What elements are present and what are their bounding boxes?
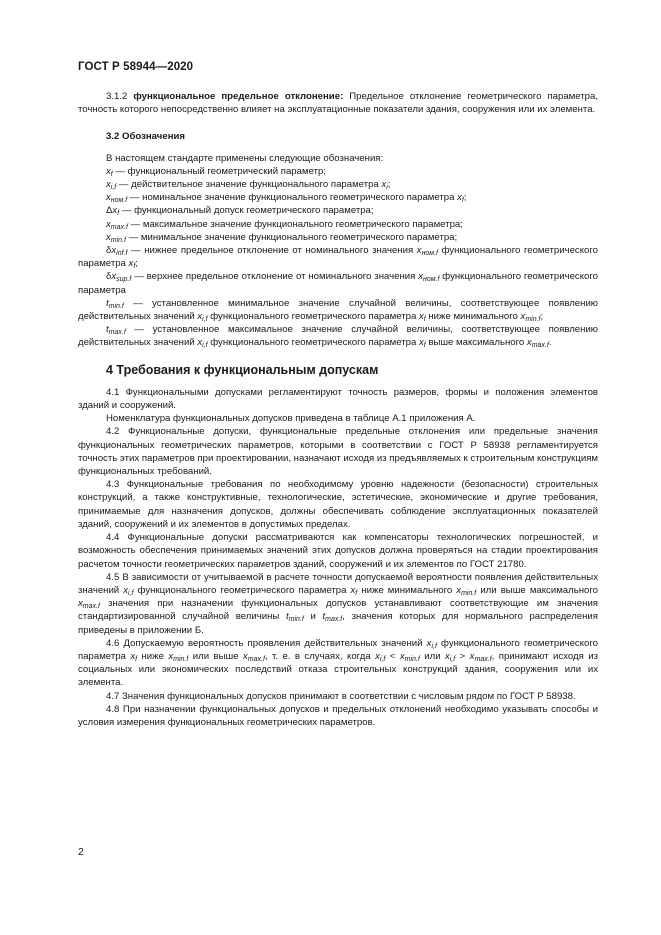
symbol-def: $x_{i,f}$ — действительное значение функционального параметра $x_i$; (106, 179, 391, 192)
clause-4-3: 4.3 Функциональные требования по необходимому уровню надежности (безопасности) строительных конструкций, а также конструктивные, технологические, эстетические, экономические и другие требования, принимаемые для назначения допусков, должны обеспечивать соблюдение эксплуатационных показателей зданий, сооружений и их элементов в допустимых пределах. (78, 479, 598, 530)
symbol-def: $x_{min.f}$ — минимальное значение функционального геометрического параметра; (106, 231, 458, 244)
clause-4-1: 4.1 Функциональными допусками регламентируют точность размеров, формы и положения элементов зданий и сооружений. (78, 386, 598, 412)
clause-4-7: 4.7 Значения функциональных допусков принимают в соответствии с числовым рядом по ГОСТ Р 58938. (106, 690, 576, 702)
document-body (78, 90, 598, 729)
clause-4-6: 4.6 Допускаемую вероятность проявления действительных значений $x_{i,f}$ функционального геометрического параметра $x_f$ ниже $x_{min.f}$ или выше $x_{max.f}$, т. е. в случаях, когда $x_{i,f} < x_{min.f}$ или $x_{i,f} > x_{max.f}$, принимают исходя из социальных или экономических последствий отказа строительных конструкций здания, сооружения или их элемента. (78, 637, 599, 689)
symbol-def: $\delta x_{sup.f}$ — верхнее предельное отклонение от номинального значения $x_{ном.f}$ функционального геометрического параметра (78, 271, 598, 296)
symbol-def: $x_f$ — функциональный геометрический параметр; (106, 165, 326, 178)
clause-4-8: 4.8 При назначении функциональных допусков и предельных отклонений необходимо указывать способы и условия измерения функциональных геометрических параметров. (78, 703, 598, 728)
symbol-def: $\Delta x_f$ — функциональный допуск геометрического параметра; (106, 205, 374, 218)
clause-number: 3.1.2 (106, 91, 128, 102)
symbol-def: $t_{max.f}$ — установленное максимальное значение случайной величины, соответствующее появлению действительных значений $x_{i,f}$ функционального геометрического параметра $x_f$ выше максимального $x_{max.f}$. (78, 324, 598, 350)
page-number: 2 (78, 846, 84, 858)
term-definition: Предельное отклонение геометрического параметра, точность которого непосредственно влияет на эксплуатационные показатели здания, сооружения или их элемента. (78, 91, 599, 116)
term-heading: функциональное предельное отклонение: (133, 91, 344, 102)
clause-4-1-note: Номенклатура функциональных допусков приведена в таблице А.1 приложения А. (106, 413, 476, 425)
section-4-title: 4 Требования к функциональным допускам (106, 362, 379, 377)
clause-4-2: 4.2 Функциональные допуски, функциональные предельные отклонения или предельные значения функциональных геометрических параметров, которыми в соответствии с ГОСТ Р 58938 регламентируется точность этих параметров при проектировании, назначают исходя из предъявляемых к строительным конструкциям функциональных требований. (78, 426, 598, 478)
section-3-2-title: 3.2 Обозначения (106, 131, 185, 143)
clause-4-5: 4.5 В зависимости от учитываемой в расчете точности допускаемой вероятности появления действительных значений $x_{i,f}$ функционального геометрического параметра $x_f$ ниже минимального $x_{min.f}$ или выше максимального $x_{max.f}$ значения при назначении функциональных допусков устанавливают соответствующие им значения стандартизированной случайной величины $t_{min.f}$ и $t_{max.f}$, значения которых для нормального распределения приведены в приложении Б. (78, 571, 598, 636)
symbol-def: $x_{ном.f}$ — номинальное значение функционального геометрического параметра $x_f$; (106, 192, 467, 205)
symbols-intro: В настоящем стандарте применены следующие обозначения: (106, 152, 384, 164)
symbol-def: $x_{max.f}$ — максимальное значение функционального геометрического параметра; (106, 218, 463, 231)
document-header: ГОСТ Р 58944—2020 (78, 61, 194, 73)
clause-3-1-2 (78, 90, 598, 116)
symbol-def: $t_{min.f}$ — установленное минимальное значение случайной величины, соответствующее появлению действительных значений $x_{i,f}$ функционального геометрического параметра $x_f$ ниже минимального $x_{min.f}$; (78, 297, 598, 324)
symbol-def: $\delta x_{inf.f}$ — нижнее предельное отклонение от номинального значения $x_{ном.f}$ функционального геометрического параметра $x_f$; (78, 245, 598, 271)
clause-4-4: 4.4 Функциональные допуски рассматриваются как компенсаторы технологических погрешностей, и возможность обеспечения принимаемых значений этих допусков должна проверяться на стадии проектирования расчетом точности геометрических параметров зданий, сооружений и их элементов по ГОСТ 21780. (78, 532, 598, 570)
